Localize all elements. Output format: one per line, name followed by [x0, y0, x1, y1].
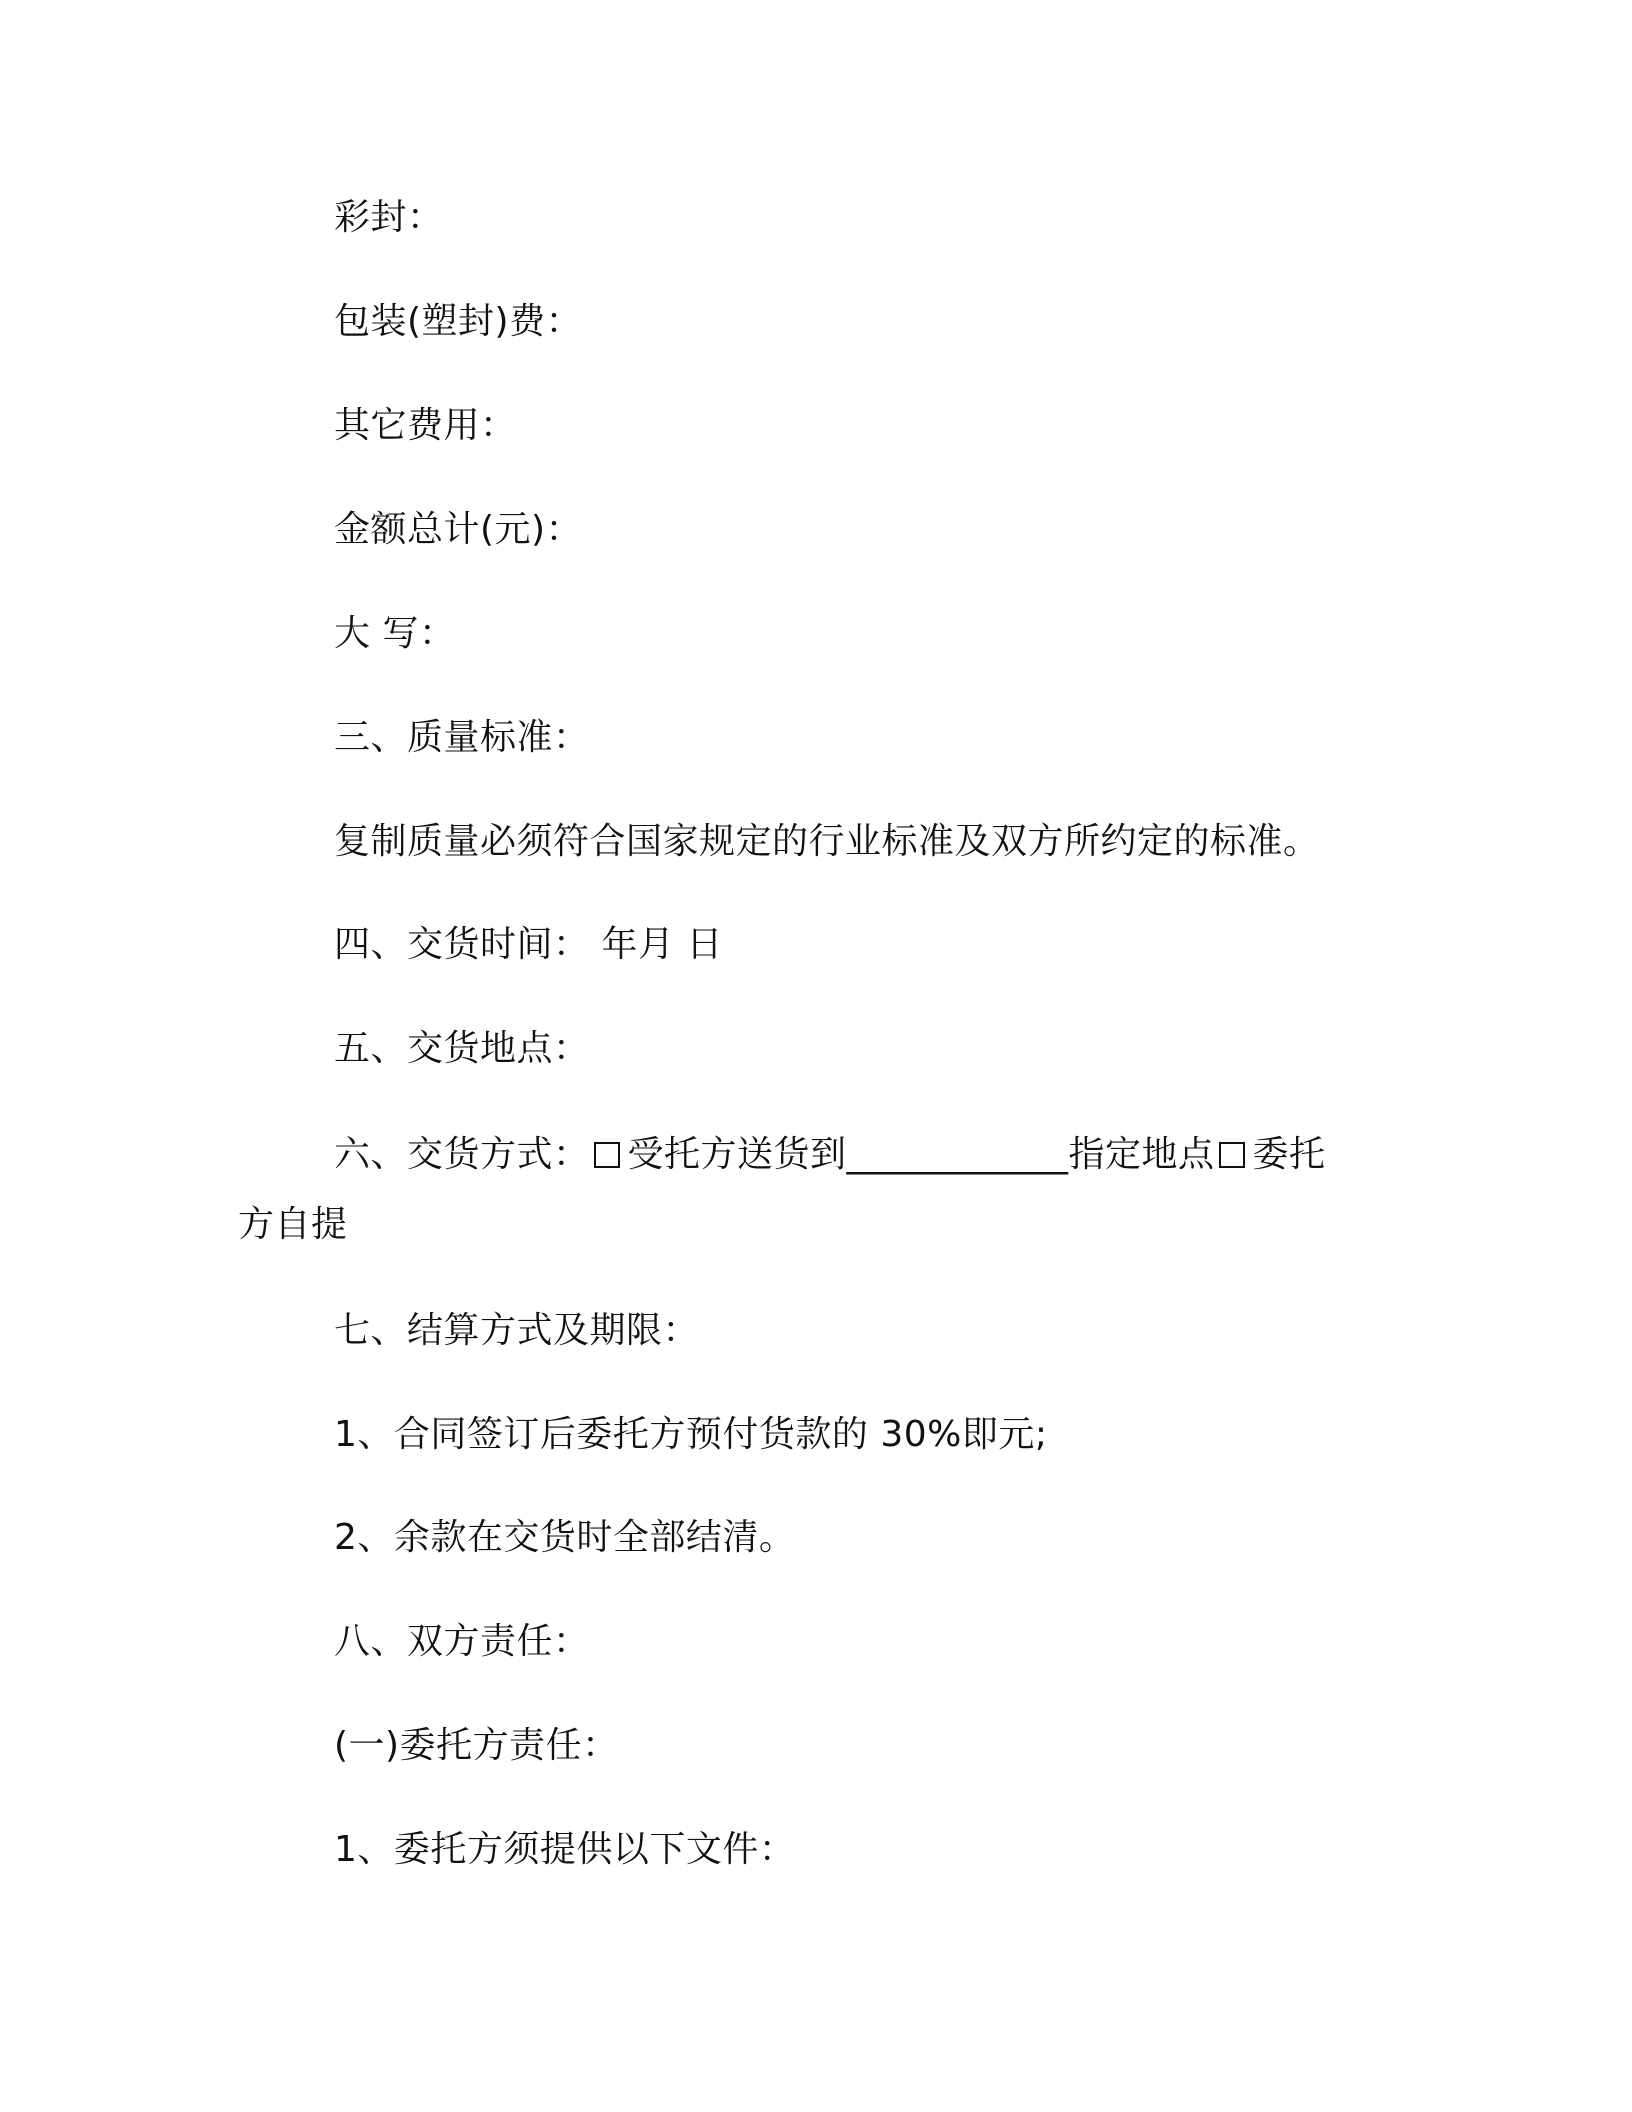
section-3-heading: 三、质量标准：	[334, 717, 590, 758]
section-5-delivery-place: 五、交货地点：	[334, 1028, 590, 1069]
option-self-pickup-label-a: 委托	[1252, 1134, 1326, 1175]
line-qi-ta-fei-yong: 其它费用：	[334, 405, 517, 446]
line-da-xie: 大 写：	[334, 613, 456, 654]
section-8-heading: 八、双方责任：	[334, 1621, 590, 1662]
option-supplier-delivery-label: 受托方送货到____________指定地点	[627, 1134, 1215, 1175]
section-8-subheading-1: (一)委托方责任：	[334, 1725, 619, 1766]
section-4-delivery-time: 四、交货时间： 年月 日	[334, 924, 723, 965]
section-7-item-1: 1、合同签订后委托方预付货款的 30%即元;	[334, 1414, 1048, 1455]
section-8-item-1: 1、委托方须提供以下文件：	[334, 1829, 796, 1870]
line-jin-e-zong-ji: 金额总计(元)：	[334, 509, 583, 550]
line-cai-feng: 彩封：	[334, 197, 444, 238]
line-bao-zhuang: 包装(塑封)费：	[334, 301, 583, 342]
checkbox-self-pickup[interactable]	[1219, 1142, 1245, 1168]
checkbox-supplier-delivery[interactable]	[594, 1142, 620, 1168]
section-7-item-2: 2、余款在交货时全部结清。	[334, 1517, 796, 1558]
section-6-delivery-method	[334, 1131, 1326, 1179]
section-3-body: 复制质量必须符合国家规定的行业标准及双方所约定的标准。	[334, 821, 1320, 862]
section-6-continuation: 方自提	[238, 1204, 348, 1245]
section-6-label: 六、交货方式：	[334, 1134, 590, 1175]
section-7-heading: 七、结算方式及期限：	[334, 1310, 700, 1351]
